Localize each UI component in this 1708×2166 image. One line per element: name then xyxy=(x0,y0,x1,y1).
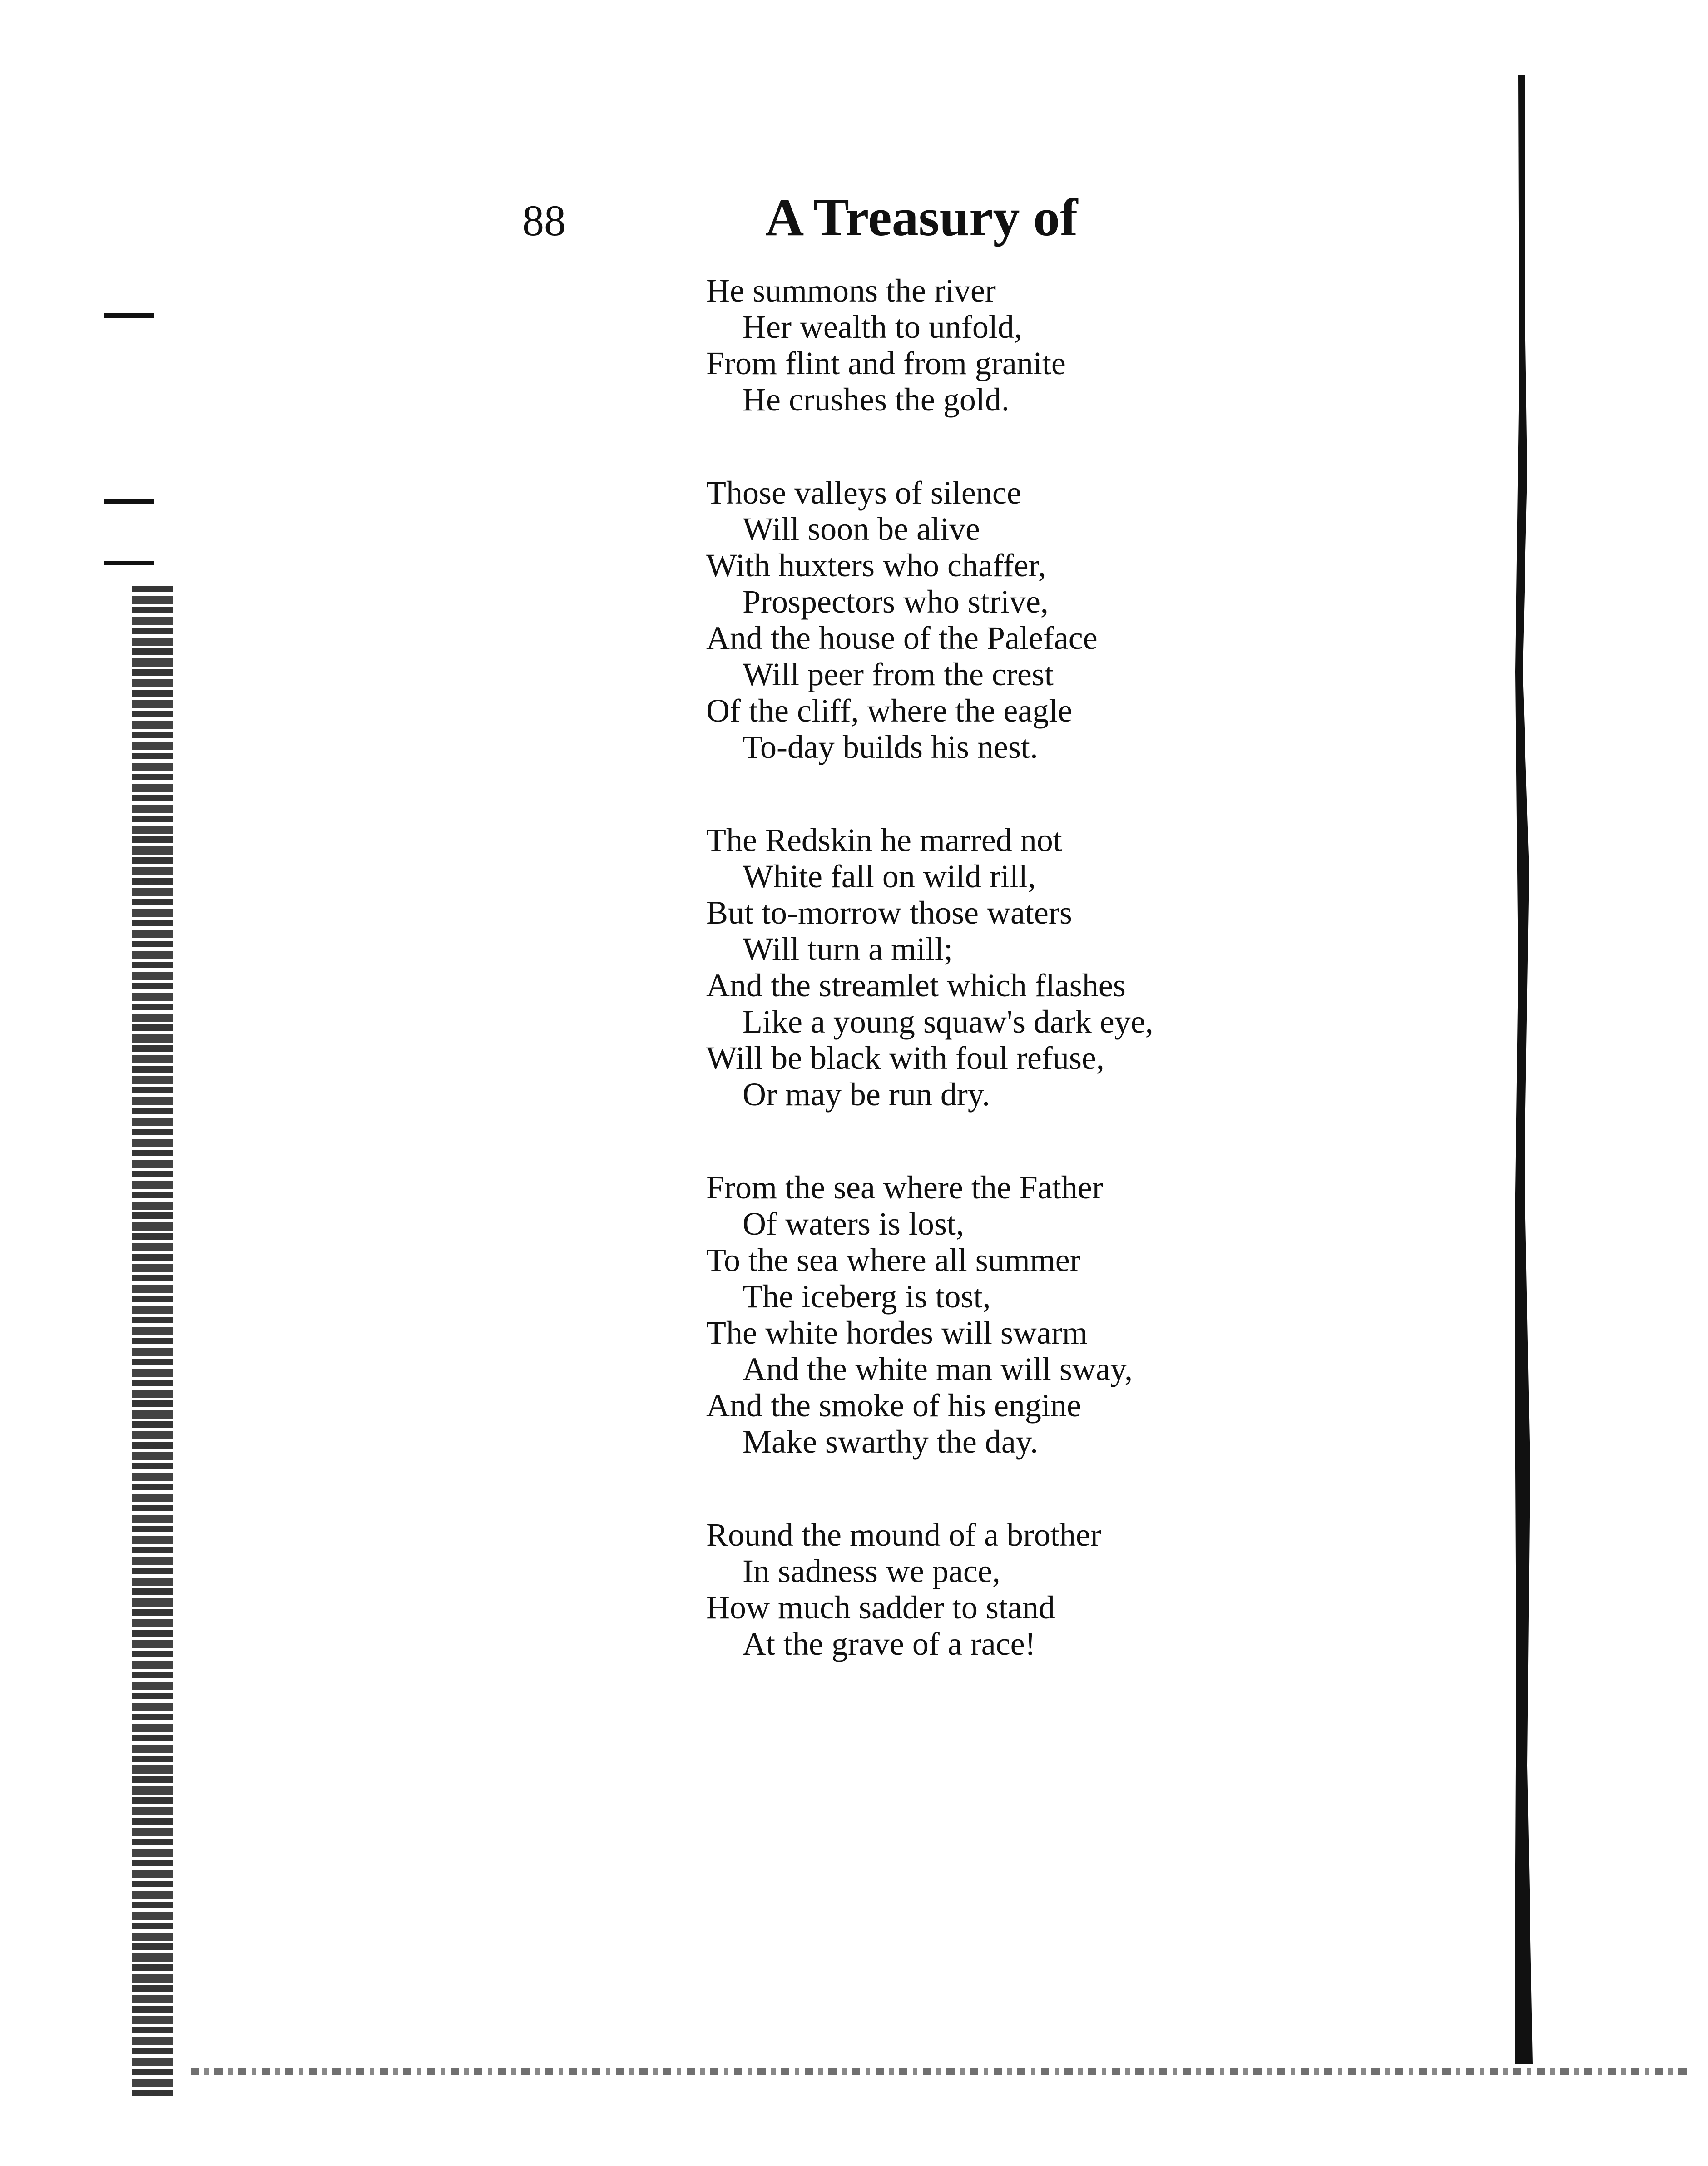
stanza xyxy=(706,1169,1251,1460)
poem-line: Will be black with foul refuse, xyxy=(706,1040,1104,1076)
poem-line: From the sea where the Father xyxy=(706,1169,1103,1206)
stanza xyxy=(706,475,1251,765)
poem-line: White fall on wild rill, xyxy=(743,858,1036,895)
poem-line: He summons the river xyxy=(706,272,996,309)
scan-artifact-left-edge xyxy=(132,586,173,2098)
poem-line: And the streamlet which flashes xyxy=(706,967,1126,1004)
poem-line: The iceberg is tost, xyxy=(743,1278,991,1315)
scan-artifact-dash xyxy=(104,313,154,318)
poem-line: Of the cliff, where the eagle xyxy=(706,692,1073,729)
poem-line: With huxters who chaffer, xyxy=(706,547,1046,584)
scan-artifact-dash xyxy=(104,499,154,504)
scan-artifact-dash xyxy=(104,561,154,565)
poem-line: How much sadder to stand xyxy=(706,1589,1055,1626)
page-number: 88 xyxy=(522,196,566,245)
poem-line: Will peer from the crest xyxy=(743,656,1054,692)
poem-line: Make swarthy the day. xyxy=(743,1424,1039,1460)
poem-line: The white hordes will swarm xyxy=(706,1315,1088,1351)
poem-line: And the smoke of his engine xyxy=(706,1387,1081,1424)
poem-line: Will soon be alive xyxy=(743,511,980,547)
poem-line: Like a young squaw's dark eye, xyxy=(743,1004,1154,1040)
running-title: A Treasury of xyxy=(765,188,1078,247)
scan-artifact-bottom-edge xyxy=(191,2068,1689,2075)
poem-line: He crushes the gold. xyxy=(743,381,1010,418)
poem-line: At the grave of a race! xyxy=(743,1626,1036,1662)
poem-line: And the house of the Paleface xyxy=(706,620,1098,656)
poem-line: Of waters is lost, xyxy=(743,1206,964,1242)
page-header xyxy=(522,188,1113,259)
poem-line: Or may be run dry. xyxy=(743,1076,990,1113)
poem-line: Those valleys of silence xyxy=(706,475,1021,511)
poem-line: And the white man will sway, xyxy=(743,1351,1133,1387)
poem-line: From flint and from granite xyxy=(706,345,1066,381)
poem-line: To-day builds his nest. xyxy=(743,729,1038,765)
poem-body xyxy=(706,272,1251,1662)
poem-line: Prospectors who strive, xyxy=(743,584,1049,620)
poem-line: But to-morrow those waters xyxy=(706,895,1072,931)
stanza xyxy=(706,822,1251,1113)
scan-artifact-right-edge xyxy=(1515,75,1533,2064)
stanza xyxy=(706,1517,1251,1662)
poem-line: In sadness we pace, xyxy=(743,1553,1000,1589)
poem-line: To the sea where all summer xyxy=(706,1242,1081,1278)
poem-line: Will turn a mill; xyxy=(743,931,953,967)
poem-line: Her wealth to unfold, xyxy=(743,309,1022,345)
stanza xyxy=(706,272,1251,418)
poem-line: Round the mound of a brother xyxy=(706,1517,1101,1553)
poem-line: The Redskin he marred not xyxy=(706,822,1062,858)
